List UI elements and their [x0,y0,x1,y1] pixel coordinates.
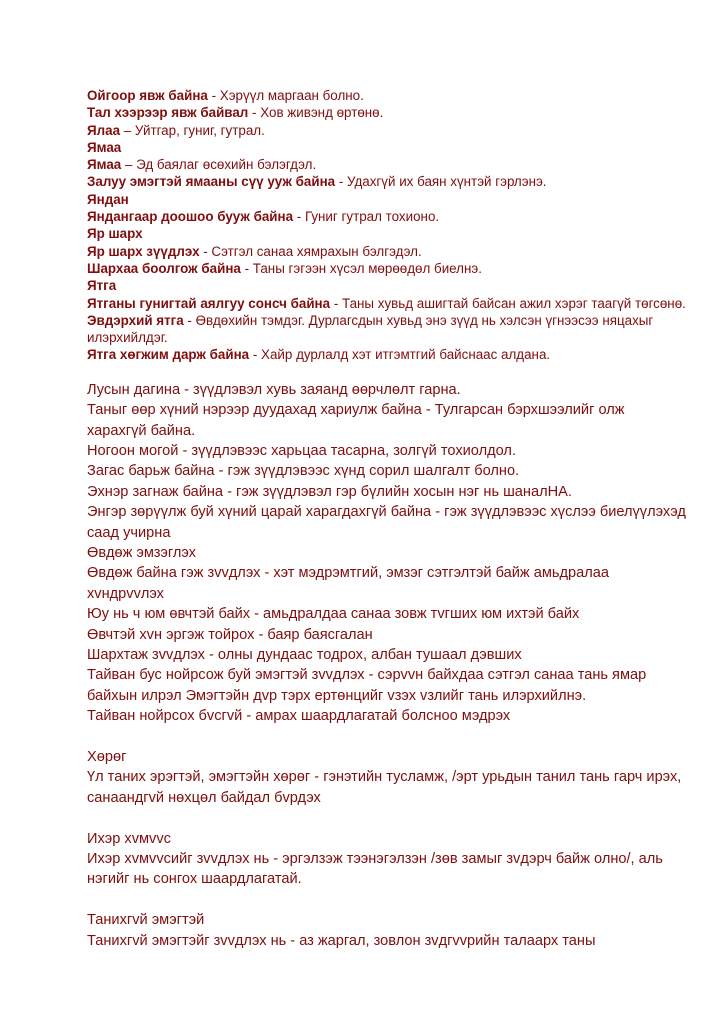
document-page [87,87,687,951]
entry-line [87,173,687,190]
entry-line [87,104,687,121]
entry-line [87,277,687,294]
entry-term: Яндан [87,191,129,207]
text-line: Ногоон могой - зүүдлэвээс харьцаа тасарна, золгүй тохиолдол. [87,442,516,459]
text-line: Эхнэр загнаж байна - гэж зүүдлэвэл гэр бүлийн хосын нэг нь шаналНА. [87,483,572,500]
entry-term: Ямаа [87,157,122,173]
entry-term: Ятганы гунигтай аялгуу сонсч байна [87,295,331,311]
entry-meaning: - Таны гэгээн хүсэл мөрөөдөл биелнэ. [240,260,482,276]
text-line: Өвдөж байна гэж зvvдлэх - хэт мэдрэмтгий, эмзэг сэтгэлтэй байж амьдралаа хvндрvvлэх [87,565,609,602]
heading-line: Ихэр хvмvvс [87,830,171,847]
entry-meaning: - Хэрүүл маргаан болно. [207,88,364,103]
text-line: Тайван нойрсох бvсгvй - амрах шаардлагатай болсноо мэдрэх [87,708,511,725]
heading-line: Хөрөг [87,749,127,766]
blank-line [87,890,687,910]
entry-line [87,243,687,260]
entry-meaning: - Хов живэнд өртөнө. [248,105,384,121]
entry-line [87,139,687,156]
entry-term: Ойгоор явж байна [87,88,208,103]
text-line: Тайван бус нойрсож буй эмэгтэй зvvдлэх - сэрvvн байхдаа сэтгэл санаа тань ямар байхын илрэл Эмэгтэйн дvр тэрх ертөнцийг vзэх vзлийг тань илэрхийлнэ. [87,667,647,704]
entry-term: Шархаа боолгож байна [87,260,241,276]
section-gap [87,364,687,380]
entry-term: Залуу эмэгтэй ямааны сүү ууж байна [87,174,336,190]
entry-term: Ятга хөгжим дарж байна [87,347,250,363]
entry-line [87,156,687,173]
entry-line [87,225,687,242]
heading-line: Өвдөж эмзэглэх [87,545,196,561]
entry-term: Тал хээрээр явж байвал [87,105,249,121]
entry-term: Ятга [87,278,117,294]
entry-term: Яр шарх зүүдлэх [87,243,200,259]
entry-line [87,87,687,104]
text-line: Өвчтэй хvн эргэж тойрох - баяр баясгалан [87,626,373,643]
entry-line [87,346,687,363]
text-line: Энгэр зөрүүлж буй хүний царай харагдахгүй байна - гэж зүүдлэвээс хүслээ биелүүлэхэд саад учирна [87,504,686,541]
text-line: Ихэр хvмvvсийг зvvдлэх нь - эргэлзэж тээнэгэлзэн /зөв замыг зvдэрч байж олно/, аль нэгийг нь сонгох шаардлагатай. [87,851,663,888]
entry-term: Ялаа [87,122,121,138]
text-line: Таныг өөр хүний нэрээр дуудахад хариулж байна - Тулгарсан бэрхшээлийг олж харахгүй байна. [87,402,625,439]
entry-term: Ямаа [87,139,122,155]
text-line: Шархтаж зvvдлэх - олны дундаас тодрох, албан тушаал дэвших [87,647,522,664]
dream-entries-plain [87,380,687,951]
text-line: Загас барьж байна - гэж зүүдлэвээс хүнд сорил шалгалт болно. [87,463,520,480]
entry-meaning: - Удахгүй их баян хүнтэй гэрлэнэ. [335,174,547,190]
text-line: Танихгvй эмэгтэйг зvvдлэх нь - аз жаргал, зовлон зvдгvvрийн талаарх таны [87,932,596,949]
entry-line [87,122,687,139]
entry-meaning: – Уйтгар, гуниг, гутрал. [120,122,265,138]
text-line: Юу нь ч юм өвчтэй байх - амьдралдаа санаа зовж тvгших юм ихтэй байх [87,606,580,623]
entry-meaning: - Таны хувьд ашигтай байсан ажил хэрэг таагүй төгсөнө. [330,295,686,311]
entry-meaning: - Хайр дурлалд хэт итгэмтгий байснаас алдана. [249,347,551,363]
dream-entries-bold [87,87,687,364]
entry-meaning: - Гуниг гутрал тохионо. [293,209,440,225]
entry-line [87,208,687,225]
entry-meaning: - Сэтгэл санаа хямрахын бэлгэдэл. [199,243,422,259]
text-line: Лусын дагина - зүүдлэвэл хувь заяанд өөрчлөлт гарна. [87,381,461,398]
entry-line [87,295,687,312]
entry-meaning: - Өвдөхийн тэмдэг. Дурлагсдын хувьд энэ зүүд нь хэлсэн үгнээсээ няцахыг илэрхийлдэг. [87,312,654,346]
entry-line [87,191,687,208]
blank-line [87,727,687,747]
text-line: Үл таних эрэгтэй, эмэгтэйн хөрөг - гэнэтийн тусламж, /эрт урьдын танил тань гарч ирэх, санаандгvй нөхцөл байдал бvрдэх [87,769,682,806]
blank-line [87,808,687,828]
entry-term: Эвдэрхий ятга [87,312,184,328]
entry-line [87,260,687,277]
entry-term: Яр шарх [87,226,143,242]
entry-meaning: – Эд баялаг өсөхийн бэлэгдэл. [121,157,317,173]
entry-term: Яндангаар доошоо бууж байна [87,209,294,225]
heading-line: Танихгvй эмэгтэй [87,912,205,929]
entry-line [87,312,687,347]
